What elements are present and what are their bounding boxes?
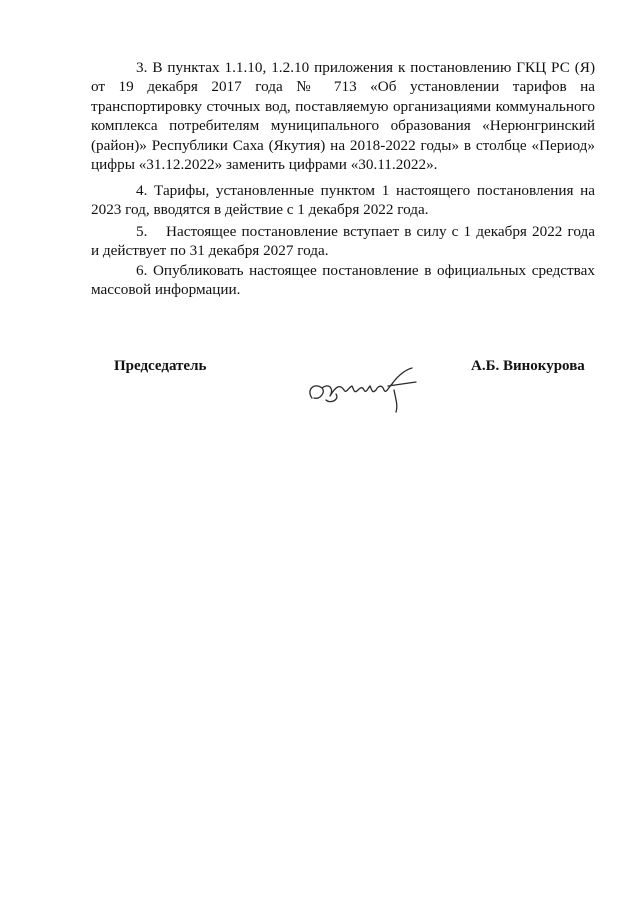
paragraph-5-number: 5. [136,223,148,240]
paragraph-5 [91,222,595,261]
paragraph-4: 4. Тарифы, установленные пунктом 1 настоящего постановления на 2023 год, вводятся в действие с 1 декабря 2022 года. [91,182,595,219]
paragraph-6: 6. Опубликовать настоящее постановление в официальных средствах массовой информации. [91,262,595,299]
signatory-name: А.Б. Винокурова [471,358,585,374]
paragraph-5-text: Настоящее постановление вступает в силу с 1 декабря 2022 года и действует по 31 декабря 2027 года. [91,223,595,260]
handwritten-signature [300,360,430,420]
paragraph-3: 3. В пунктах 1.1.10, 1.2.10 приложения к постановлению ГКЦ РС (Я) от 19 декабря 2017 года № 713 «Об установлении тарифов на транспортировку сточных вод, поставляемую организациями коммунального комплекса потребителям муниципального образования «Нерюнгринский (район)» Республики Саха (Якутия) на 2018-2022 годы» в столбце «Период» цифры «31.12.2022» заменить цифрами «30.11.2022». [91,59,595,174]
signatory-title: Председатель [114,358,207,374]
